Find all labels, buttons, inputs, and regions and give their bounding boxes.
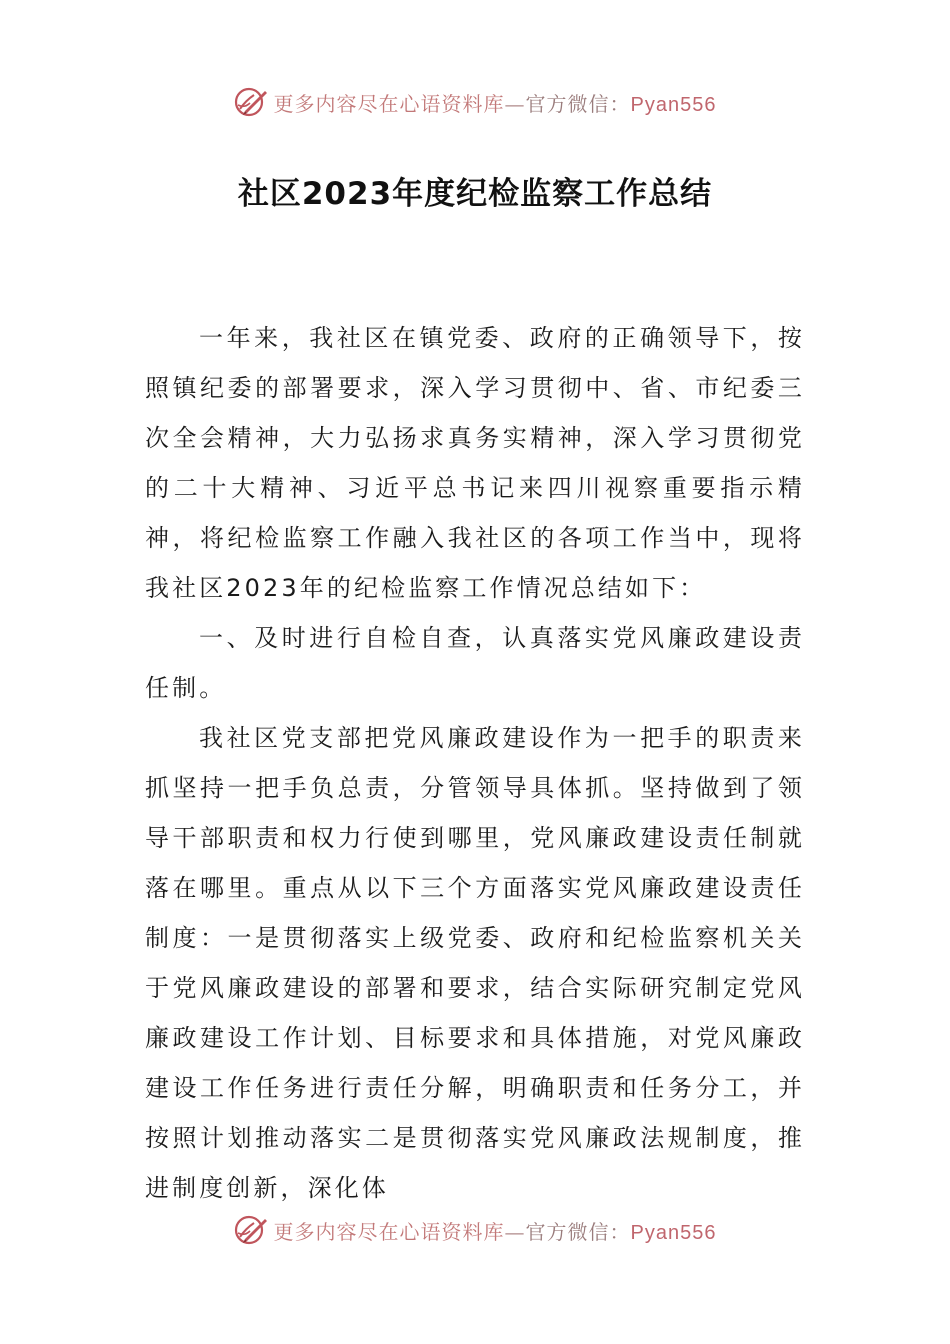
watermark-official-label: 官方微信： [525,1219,631,1244]
paragraph-intro: 一年来，我社区在镇党委、政府的正确领导下，按照镇纪委的部署要求，深入学习贯彻中、省、市纪委三次全会精神，大力弘扬求真务实精神，深入学习贯彻党的二十大精神、习近平总书记来四川视察重要指示精神，将纪检监察工作融入我社区的各项工作当中，现将我社区2023年的纪检监察工作情况总结如下： [145,324,805,602]
watermark-text: 更多内容尽在心语资料库 [273,91,505,116]
document-title: 社区2023年度纪检监察工作总结 [237,176,713,212]
header-watermark [0,80,950,124]
watermark-wechat-id: Pyan556 [630,1221,717,1244]
watermark-official-label: 官方微信： [525,91,631,116]
pen-logo-icon [234,85,268,119]
paragraph-section-heading: 一、及时进行自检自查，认真落实党风廉政建设责任制。 [145,624,805,702]
watermark-separator: — [504,1219,526,1244]
footer-watermark [0,1208,950,1252]
watermark-separator: — [504,91,526,116]
document-body [145,313,805,1213]
watermark-text: 更多内容尽在心语资料库 [273,1219,505,1244]
watermark-wechat-id: Pyan556 [630,93,717,116]
paragraph-section-body: 我社区党支部把党风廉政建设作为一把手的职责来抓坚持一把手负总责，分管领导具体抓。坚持做到了领导干部职责和权力行使到哪里，党风廉政建设责任制就落在哪里。重点从以下三个方面落实党风廉政建设责任制度：一是贯彻落实上级党委、政府和纪检监察机关关于党风廉政建设的部署和要求，结合实际研究制定党风廉政建设工作计划、目标要求和具体措施，对党风廉政建设工作任务进行责任分解，明确职责和任务分工，并按照计划推动落实二是贯彻落实党风廉政法规制度，推进制度创新，深化体 [145,724,805,1202]
pen-logo-icon [234,1213,268,1247]
